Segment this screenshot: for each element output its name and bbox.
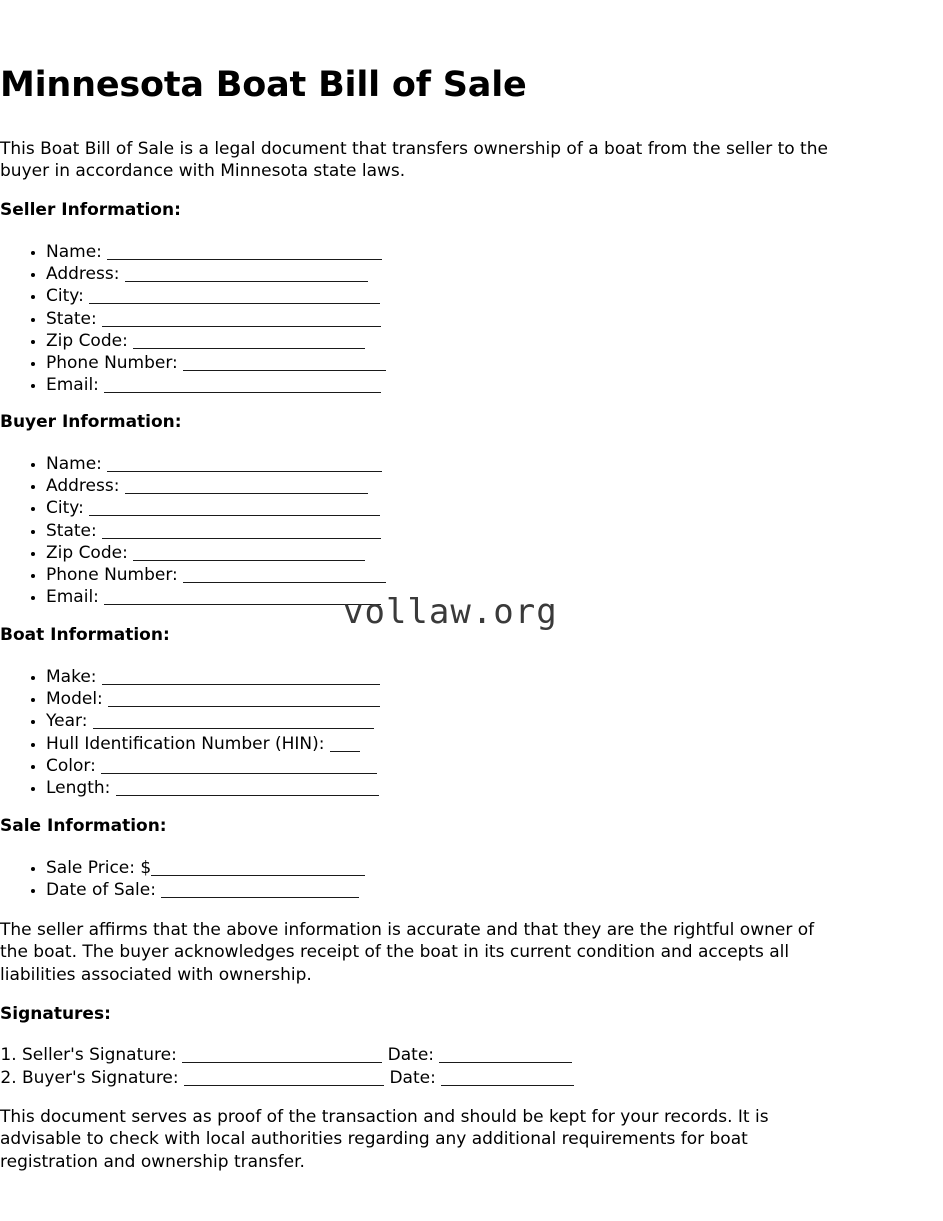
field-blank-line[interactable] [104, 591, 381, 605]
field-label: Color: [46, 755, 102, 776]
date-label: Date: [389, 1068, 442, 1088]
field-blank-line[interactable] [101, 760, 377, 774]
field-label: Date of Sale: [46, 880, 162, 901]
buyer-field-list [0, 453, 386, 608]
form-field-row [46, 241, 386, 263]
field-blank-line[interactable] [116, 782, 379, 796]
field-blank-line[interactable] [108, 693, 380, 707]
buyer-information-heading: Buyer Information: [0, 412, 182, 432]
form-field-row [46, 777, 380, 799]
field-label: City: [46, 286, 90, 307]
signature-label: Buyer's Signature: [22, 1068, 185, 1088]
seller-field-list [0, 241, 386, 396]
field-blank-line[interactable] [104, 379, 381, 393]
watermark: vollaw.org [343, 592, 558, 632]
field-label: Name: [46, 242, 108, 262]
field-label: Address: [46, 476, 125, 497]
field-blank-line[interactable] [125, 480, 368, 494]
form-field-row [46, 520, 386, 542]
date-blank-line[interactable] [441, 1072, 574, 1086]
field-blank-line[interactable] [89, 290, 380, 304]
form-field-row [46, 879, 365, 901]
page-title: Minnesota Boat Bill of Sale [0, 65, 527, 105]
field-label: Email: [46, 587, 105, 608]
boat-information-heading: Boat Information: [0, 625, 170, 645]
seller-information-heading: Seller Information: [0, 200, 181, 220]
form-field-row [46, 497, 386, 519]
field-blank-line[interactable] [183, 569, 386, 583]
field-label: Length: [46, 778, 116, 799]
signature-list [0, 1044, 574, 1090]
form-field-row [46, 330, 386, 352]
field-blank-line[interactable] [330, 738, 360, 752]
field-label: Phone Number: [46, 565, 184, 586]
form-field-row [46, 586, 386, 608]
form-field-row [46, 666, 380, 688]
signature-row [22, 1044, 574, 1067]
field-label: Hull Identification Number (HIN): [46, 733, 330, 754]
field-label: Model: [46, 689, 109, 710]
form-field-row [46, 352, 386, 374]
form-field-row [46, 374, 386, 396]
field-label: Name: [46, 454, 108, 474]
form-field-row [46, 542, 386, 564]
field-blank-line[interactable] [93, 715, 374, 729]
signature-row [22, 1067, 574, 1090]
closing-paragraph: This document serves as proof of the transaction and should be kept for your records. It is advisable to check with local authorities regarding any additional requirements for boat registration and ownership transfer. [0, 1107, 769, 1172]
form-field-row [46, 688, 380, 710]
field-blank-line[interactable] [125, 268, 368, 282]
field-label: Phone Number: [46, 353, 184, 374]
field-label: Address: [46, 264, 125, 285]
signature-blank-line[interactable] [184, 1072, 384, 1086]
field-blank-line[interactable] [102, 313, 381, 327]
field-label: Email: [46, 375, 105, 396]
field-label: Make: [46, 667, 102, 687]
field-label: State: [46, 308, 103, 329]
field-blank-line[interactable] [161, 884, 359, 898]
date-blank-line[interactable] [439, 1049, 572, 1063]
field-blank-line[interactable] [107, 458, 382, 472]
sale-information-heading: Sale Information: [0, 816, 167, 836]
form-field-row [46, 564, 386, 586]
form-field-row [46, 857, 365, 879]
intro-paragraph: This Boat Bill of Sale is a legal document that transfers ownership of a boat from the seller to the buyer in accordance with Minnesota state laws. [0, 139, 828, 182]
form-field-row [46, 755, 380, 777]
field-label: City: [46, 498, 90, 519]
field-blank-line[interactable] [183, 357, 386, 371]
field-blank-line[interactable] [102, 671, 380, 685]
form-field-row [46, 453, 386, 475]
sale-field-list [0, 857, 365, 901]
field-blank-line[interactable] [89, 502, 380, 516]
field-blank-line[interactable] [102, 525, 381, 539]
field-blank-line[interactable] [151, 862, 365, 876]
form-field-row [46, 475, 386, 497]
field-label: Zip Code: [46, 542, 134, 563]
field-label: Sale Price: $ [46, 858, 152, 878]
field-label: State: [46, 520, 103, 541]
boat-field-list [0, 666, 380, 799]
form-field-row [46, 285, 386, 307]
form-field-row [46, 733, 380, 755]
field-label: Zip Code: [46, 330, 134, 351]
field-label: Year: [46, 711, 93, 732]
signatures-heading: Signatures: [0, 1004, 111, 1024]
form-field-row [46, 710, 380, 732]
signature-blank-line[interactable] [182, 1049, 382, 1063]
date-label: Date: [387, 1045, 440, 1065]
form-field-row [46, 263, 386, 285]
affirmation-paragraph: The seller affirms that the above information is accurate and that they are the rightful owner of the boat. The buyer acknowledges receipt of the boat in its current condition and accepts all liabilities associated with ownership. [0, 920, 815, 985]
signature-label: Seller's Signature: [22, 1045, 183, 1065]
field-blank-line[interactable] [133, 335, 365, 349]
field-blank-line[interactable] [107, 246, 382, 260]
form-field-row [46, 308, 386, 330]
field-blank-line[interactable] [133, 547, 365, 561]
